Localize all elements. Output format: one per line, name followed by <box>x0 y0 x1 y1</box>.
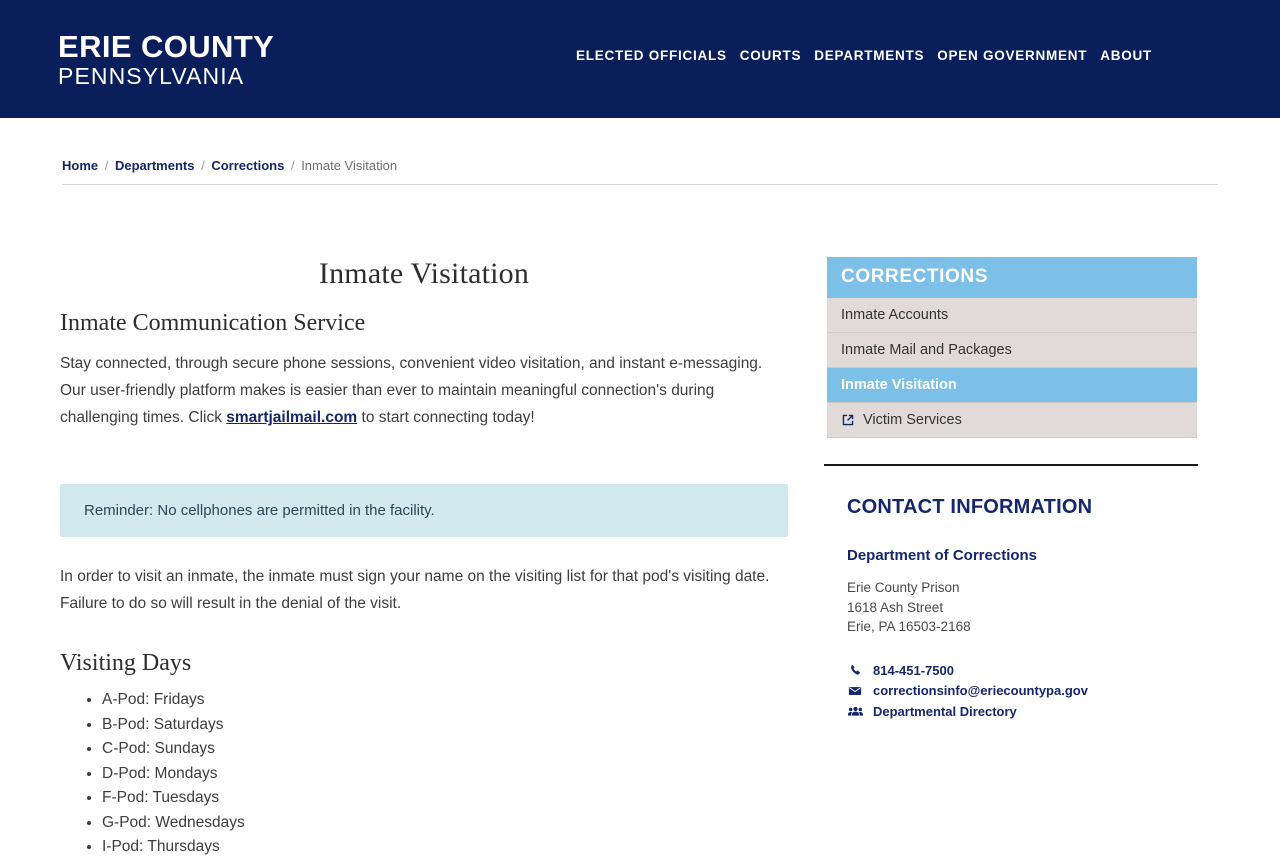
contact-department-name: Department of Corrections <box>847 547 1038 564</box>
nav-item-about[interactable]: ABOUT <box>1100 48 1153 63</box>
sidebar-menu-header: CORRECTIONS <box>827 257 1197 298</box>
envelope-icon <box>847 684 863 698</box>
breadcrumb-separator: / <box>201 158 205 173</box>
main-content <box>60 257 824 860</box>
page-title: Inmate Visitation <box>318 257 530 290</box>
sidebar-item-victim-services[interactable] <box>827 403 1197 438</box>
users-icon <box>847 705 863 718</box>
sidebar-item-inmate-accounts[interactable] <box>827 298 1197 333</box>
section-heading-visiting-days: Visiting Days <box>60 650 192 676</box>
list-item: • D-Pod: Mondays <box>102 762 788 786</box>
list-item: • A-Pod: Fridays <box>102 688 788 712</box>
contact-phone-label: 814-451-7500 <box>873 662 954 678</box>
sidebar-item-label: Inmate Accounts <box>841 307 949 323</box>
nav-item-open-government[interactable]: OPEN GOVERNMENT <box>937 48 1088 63</box>
contact-email-link[interactable] <box>847 683 1194 698</box>
intro-paragraph <box>60 350 788 431</box>
visiting-days-list <box>60 688 788 859</box>
nav-item-courts[interactable]: COURTS <box>739 48 802 63</box>
departmental-directory-link[interactable] <box>847 704 1194 719</box>
contact-links <box>847 663 1194 719</box>
external-link-icon <box>841 413 855 427</box>
visitation-rules-paragraph: In order to visit an inmate, the inmate must sign your name on the visiting list for that pod's visiting date. Failure to do so will result in the denial of the visit. <box>60 568 770 612</box>
page-body <box>0 257 1280 860</box>
contact-information-title: CONTACT INFORMATION <box>847 496 1093 518</box>
sidebar-menu <box>827 257 1197 438</box>
breadcrumb-item-home[interactable]: Home <box>62 158 99 173</box>
section-heading-communication: Inmate Communication Service <box>60 310 366 336</box>
sidebar-item-inmate-mail-and-packages[interactable] <box>827 333 1197 368</box>
breadcrumb-item-departments[interactable]: Departments <box>115 158 195 173</box>
breadcrumb-separator: / <box>290 158 295 173</box>
sidebar <box>824 257 1194 724</box>
breadcrumb-separator: / <box>104 158 109 173</box>
contact-phone-link[interactable] <box>847 663 1194 678</box>
sidebar-item-label: Inmate Visitation <box>841 377 957 393</box>
contact-address <box>847 578 1194 637</box>
breadcrumb <box>62 158 1218 185</box>
list-item: • I-Pod: Thursdays <box>102 835 788 859</box>
contact-divider <box>824 464 1198 466</box>
intro-text-part1: Stay connected, through secure phone sessions, convenient video visitation, and instant e-messaging. Our user-friendly platform makes is easier than ever to maintain meaningful connection's during challenging times. Click <box>60 355 763 426</box>
list-item: • G-Pod: Wednesdays <box>102 811 788 835</box>
sidebar-item-inmate-visitation[interactable] <box>827 368 1197 403</box>
address-line-2: 1618 Ash Street <box>847 599 944 615</box>
main-navigation <box>576 48 1152 63</box>
smartjailmail-link[interactable]: smartjailmail.com <box>226 409 358 426</box>
sidebar-item-label: Victim Services <box>863 412 962 428</box>
nav-item-departments[interactable]: DEPARTMENTS <box>814 48 925 63</box>
logo-county-name: ERIE COUNTY <box>58 28 275 64</box>
list-item: • F-Pod: Tuesdays <box>102 786 788 810</box>
logo-state-name: PENNSYLVANIA <box>58 62 245 89</box>
reminder-alert-text: Reminder: No cellphones are permitted in the facility. <box>84 502 435 519</box>
reminder-alert <box>60 484 788 537</box>
departmental-directory-label: Departmental Directory <box>873 703 1017 719</box>
site-logo[interactable] <box>58 28 275 89</box>
breadcrumb-item-current: Inmate Visitation <box>301 158 398 173</box>
site-header <box>0 0 1280 118</box>
list-item: • C-Pod: Sundays <box>102 737 788 761</box>
intro-text-part2: to start connecting today! <box>357 409 535 426</box>
address-line-1: Erie County Prison <box>847 580 960 595</box>
breadcrumb-item-corrections[interactable]: Corrections <box>211 158 285 173</box>
contact-email-label: correctionsinfo@eriecountypa.gov <box>873 683 1088 698</box>
address-line-3: Erie, PA 16503-2168 <box>847 619 971 634</box>
phone-icon <box>847 664 863 677</box>
list-item: • B-Pod: Saturdays <box>102 713 788 737</box>
breadcrumb-container <box>0 118 1280 185</box>
sidebar-item-label: Inmate Mail and Packages <box>841 342 1012 358</box>
nav-item-elected-officials[interactable]: ELECTED OFFICIALS <box>576 48 727 63</box>
